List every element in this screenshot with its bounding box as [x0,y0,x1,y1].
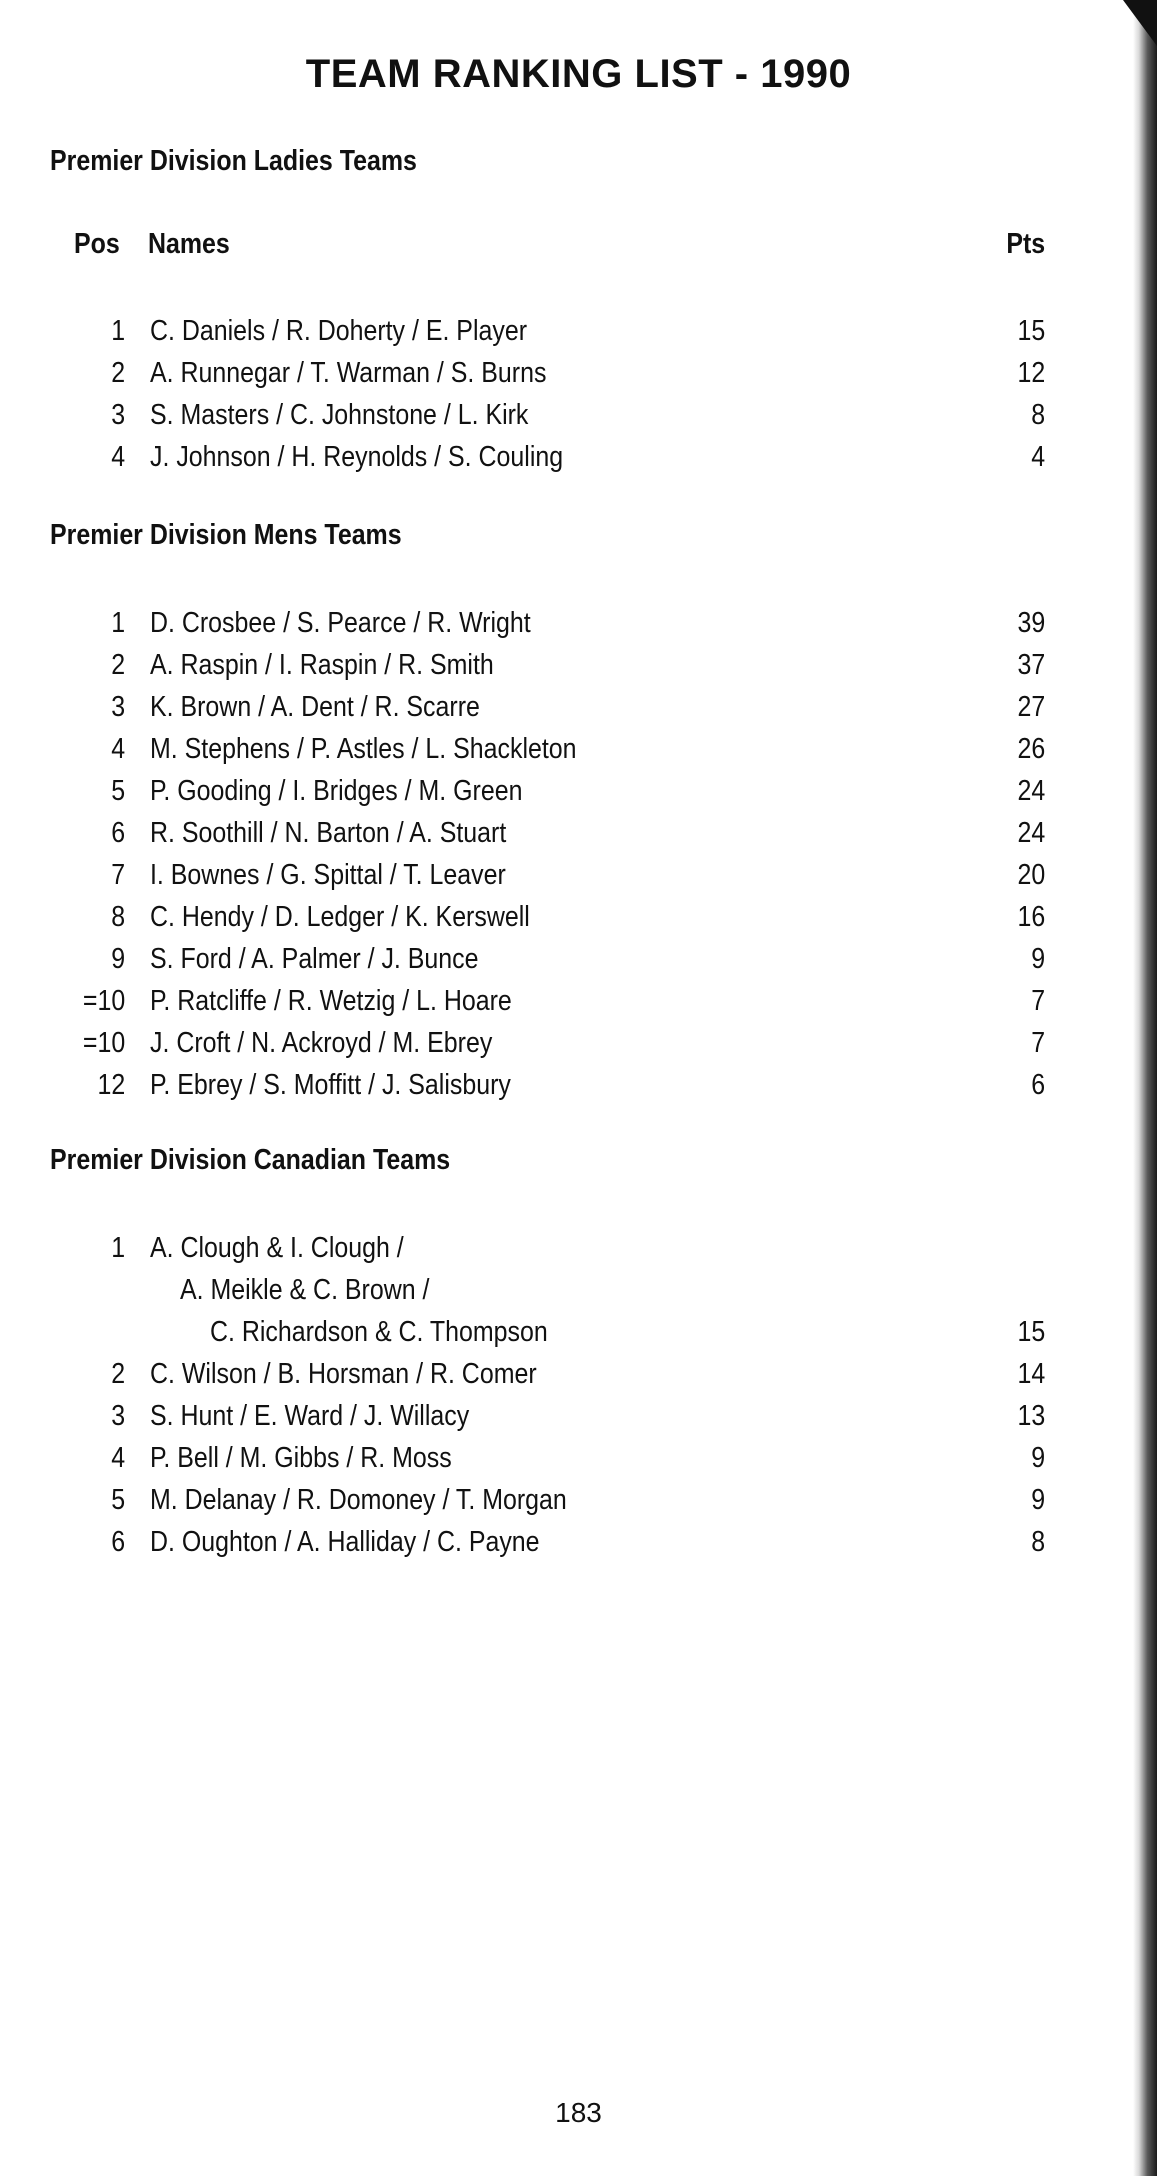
row-names: C. Hendy / D. Ledger / K. Kerswell [150,901,530,933]
row-pts: 16 [1017,901,1045,933]
row-pts: 8 [1031,1526,1045,1558]
table-row [0,644,1157,686]
row-pos: 4 [111,733,125,765]
row-pos: 3 [111,399,125,431]
table-row [0,896,1157,938]
table-row [0,1479,1157,1521]
row-names: C. Wilson / B. Horsman / R. Comer [150,1358,537,1390]
row-names: M. Delanay / R. Domoney / T. Morgan [150,1484,567,1516]
table-row [0,436,1157,478]
table-row [0,980,1157,1022]
row-names: P. Ratcliffe / R. Wetzig / L. Hoare [150,985,512,1017]
row-names: A. Clough & I. Clough / [150,1232,404,1264]
row-names: P. Gooding / I. Bridges / M. Green [150,775,523,807]
row-pts: 14 [1017,1358,1045,1390]
table-row [0,728,1157,770]
row-names: A. Meikle & C. Brown / [180,1274,430,1306]
row-pos: 12 [97,1069,125,1101]
row-names: M. Stephens / P. Astles / L. Shackleton [150,733,577,765]
table-row [0,1521,1157,1563]
row-pos: 2 [111,357,125,389]
section-heading-canadian: Premier Division Canadian Teams [50,1144,451,1176]
row-names: S. Masters / C. Johnstone / L. Kirk [150,399,529,431]
column-header-names: Names [148,228,230,260]
table-row [0,1311,1157,1353]
row-names: S. Ford / A. Palmer / J. Bunce [150,943,479,975]
row-names: C. Richardson & C. Thompson [210,1316,548,1348]
row-pos: 3 [111,1400,125,1432]
table-row [0,394,1157,436]
table-row [0,310,1157,352]
row-pos: 1 [111,315,125,347]
row-names: R. Soothill / N. Barton / A. Stuart [150,817,507,849]
row-pos: 6 [111,1526,125,1558]
row-names: K. Brown / A. Dent / R. Scarre [150,691,480,723]
row-pts: 12 [1017,357,1045,389]
table-row [0,352,1157,394]
row-names: I. Bownes / G. Spittal / T. Leaver [150,859,506,891]
table-row [0,938,1157,980]
row-pos: =10 [82,985,125,1017]
table-row [0,1269,1157,1311]
row-pos: =10 [82,1027,125,1059]
row-pos: 3 [111,691,125,723]
row-pts: 24 [1017,817,1045,849]
row-pts: 24 [1017,775,1045,807]
row-pos: 4 [111,1442,125,1474]
row-names: S. Hunt / E. Ward / J. Willacy [150,1400,470,1432]
table-row [0,1437,1157,1479]
row-pos: 6 [111,817,125,849]
row-names: P. Ebrey / S. Moffitt / J. Salisbury [150,1069,511,1101]
table-row [0,686,1157,728]
row-pos: 1 [111,607,125,639]
row-pts: 39 [1017,607,1045,639]
row-pts: 4 [1031,441,1045,473]
row-pos: 2 [111,649,125,681]
row-pts: 15 [1017,315,1045,347]
table-row [0,1022,1157,1064]
row-pos: 2 [111,1358,125,1390]
column-header-pts: Pts [1006,228,1045,260]
row-pts: 27 [1017,691,1045,723]
row-pos: 1 [111,1232,125,1264]
row-pts: 6 [1031,1069,1045,1101]
section-heading-ladies: Premier Division Ladies Teams [50,145,417,177]
section-heading-mens: Premier Division Mens Teams [50,519,402,551]
row-pts: 8 [1031,399,1045,431]
row-names: C. Daniels / R. Doherty / E. Player [150,315,528,347]
row-names: D. Oughton / A. Halliday / C. Payne [150,1526,540,1558]
row-pos: 4 [111,441,125,473]
row-names: A. Raspin / I. Raspin / R. Smith [150,649,494,681]
page-corner [1123,0,1157,46]
row-pts: 13 [1017,1400,1045,1432]
row-pos: 5 [111,1484,125,1516]
row-pts: 15 [1017,1316,1045,1348]
row-pos: 7 [111,859,125,891]
row-pts: 7 [1031,1027,1045,1059]
row-names: P. Bell / M. Gibbs / R. Moss [150,1442,452,1474]
row-pos: 9 [111,943,125,975]
page-number: 183 [555,2097,602,2128]
row-pts: 20 [1017,859,1045,891]
row-names: D. Crosbee / S. Pearce / R. Wright [150,607,531,639]
row-pts: 7 [1031,985,1045,1017]
table-row [0,1353,1157,1395]
row-pts: 9 [1031,1484,1045,1516]
table-row [0,770,1157,812]
table-row [0,1064,1157,1106]
row-pos: 8 [111,901,125,933]
row-names: J. Johnson / H. Reynolds / S. Couling [150,441,564,473]
column-header-pos: Pos [74,228,120,260]
row-names: J. Croft / N. Ackroyd / M. Ebrey [150,1027,493,1059]
table-row [0,1395,1157,1437]
row-names: A. Runnegar / T. Warman / S. Burns [150,357,547,389]
row-pts: 37 [1017,649,1045,681]
table-row [0,854,1157,896]
row-pos: 5 [111,775,125,807]
page-title: TEAM RANKING LIST - 1990 [305,52,852,96]
row-pts: 9 [1031,943,1045,975]
table-row [0,602,1157,644]
table-row [0,1227,1157,1269]
row-pts: 9 [1031,1442,1045,1474]
row-pts: 26 [1017,733,1045,765]
table-row [0,812,1157,854]
